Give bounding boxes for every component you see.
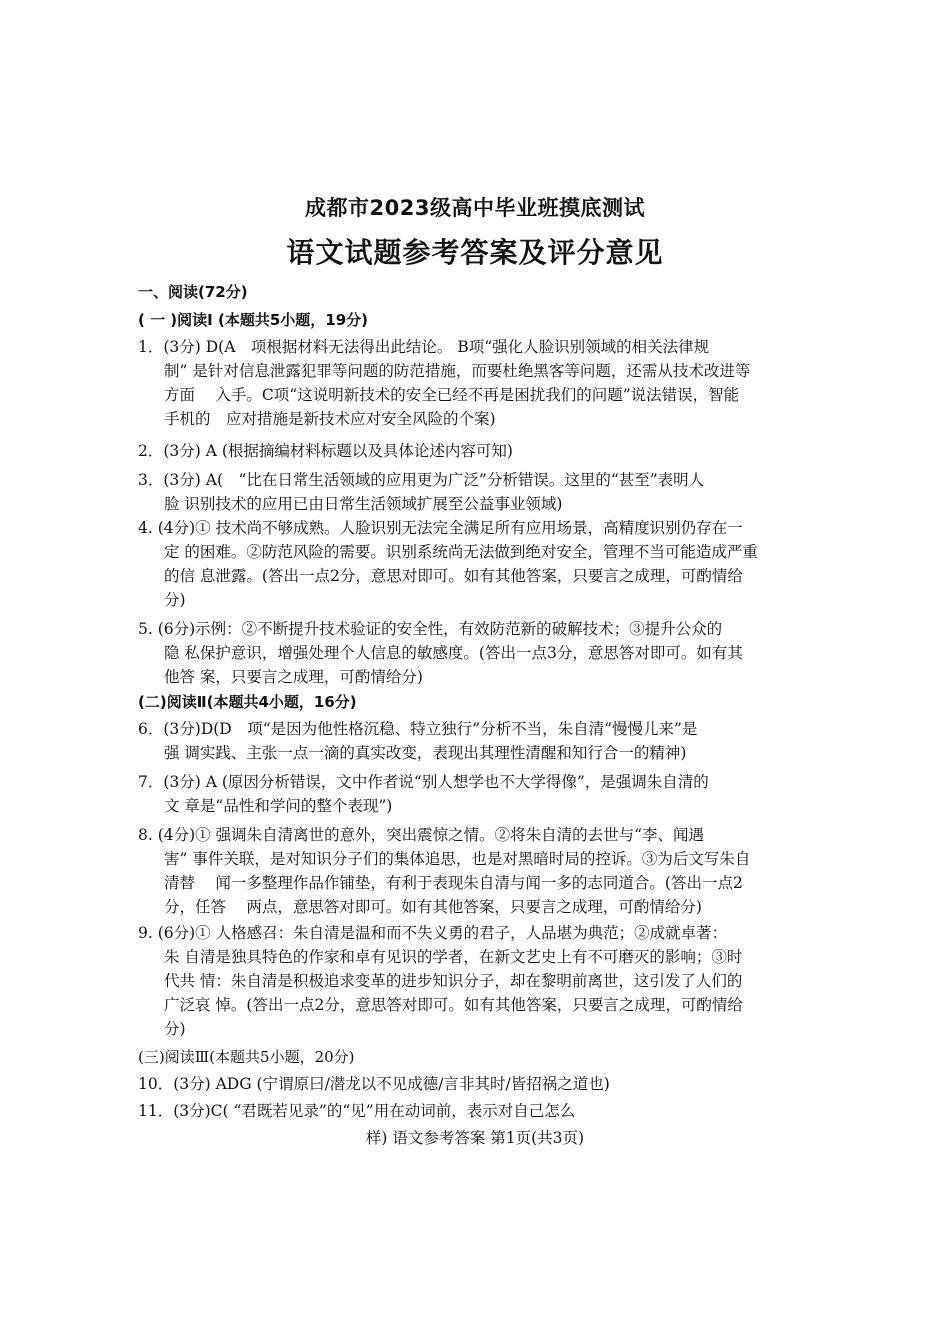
answer-line: 11．(3分)C( “君既若见录”的“见”用在动词前，表示对自己怎么 [138, 1102, 576, 1120]
subsection-heading: (二)阅读Ⅱ(本题共4小题，16分) [138, 693, 357, 711]
answer-line: 8. (4分)① 强调朱自清离世的意外，突出震惊之情。②将朱自清的去世与“李、闻遇 [138, 826, 705, 844]
answer-line: 制” 是针对信息泄露犯罪等问题的防范措施，而要杜绝黑客等问题，还需从技术改进等 [164, 362, 751, 380]
section-heading: 一、阅读(72分) [138, 283, 248, 301]
document-title-line1: 成都市2023级高中毕业班摸底测试 [305, 196, 645, 220]
subsection-heading: ( 一 )阅读Ⅰ (本题共5小题，19分) [138, 311, 368, 329]
answer-line: 方面 入手。C项“这说明新技术的安全已经不再是困扰我们的问题”说法错误，智能 [164, 386, 740, 404]
answer-line: 5. (6分)示例：②不断提升技术验证的安全性，有效防范新的破解技术；③提升公众的 [138, 620, 723, 638]
answer-line: 7．(3分) A (原因分析错误，文中作者说“别人想学也不大学得像”，是强调朱自清的 [138, 773, 709, 791]
answer-line: 脸 识别技术的应用已由日常生活领域扩展至公益事业领域) [164, 495, 563, 513]
answer-line: 害” 事件关联，是对知识分子们的集体追思，也是对黑暗时局的控诉。③为后文写朱自 [164, 850, 751, 868]
answer-line: 文 章是“品性和学问的整个表现”) [164, 797, 393, 815]
answer-line: 他答 案，只要言之成理，可酌情给分) [164, 668, 423, 686]
answer-line: 手机的 应对措施是新技术应对安全风险的个案) [164, 410, 496, 428]
answer-line: 隐 私保护意识，增强处理个人信息的敏感度。(答出一点3分，意思答对即可。如有其 [164, 644, 743, 662]
answer-line: 清替 闻一多整理作品作铺垫，有利于表现朱自清与闻一多的志同道合。(答出一点2 [164, 874, 743, 892]
answer-line: 代共 情：朱自清是积极追求变革的进步知识分子，却在黎明前离世，这引发了人们的 [164, 972, 743, 990]
answer-line: 广泛哀 悼。(答出一点2分，意思答对即可。如有其他答案，只要言之成理，可酌情给 [164, 996, 743, 1014]
answer-line: 2．(3分) A (根据摘编材料标题以及具体论述内容可知) [138, 442, 513, 460]
answer-line: 3．(3分) A( “比在日常生活领域的应用更为广泛”分析错误。这里的“甚至”表明人 [138, 471, 705, 489]
answer-line: 9. (6分)① 人格感召：朱自清是温和而不失义勇的君子，人品堪为典范；②成就卓著： [138, 924, 728, 942]
answer-line: 分，任答 两点，意思答对即可。如有其他答案，只要言之成理，可酌情给分) [164, 898, 702, 916]
document-title-line2: 语文试题参考答案及评分意见 [286, 236, 664, 269]
answer-line: 1．(3分) D(A 项根据材料无法得出此结论。 B项“强化人脸识别领域的相关法律规 [138, 338, 710, 356]
answer-line: 强 调实践、主张一点一滴的真实改变，表现出其理性清醒和知行合一的精神) [164, 744, 687, 762]
answer-line: 分) [164, 591, 186, 609]
answer-line: 4. (4分)① 技术尚不够成熟。人脸识别无法完全满足所有应用场景，高精度识别仍存在一 [138, 519, 743, 537]
answer-line: 分) [164, 1020, 186, 1038]
subsection-heading: (三)阅读Ⅲ(本题共5小题，20分) [138, 1048, 355, 1066]
answer-line: 朱 自清是独具特色的作家和卓有见识的学者，在新文艺史上有不可磨灭的影响；③时 [164, 948, 743, 966]
answer-line: 10．(3分) ADG (宁谓原曰/潜龙以不见成德/言非其时/皆招祸之道也) [138, 1075, 610, 1093]
answer-line: 6．(3分)D(D 项“是因为他性格沉稳、特立独行”分析不当，朱自清“慢慢儿来”是 [138, 720, 698, 738]
answer-line: 定 的困难。②防范风险的需要。识别系统尚无法做到绝对安全，管理不当可能造成严重 [164, 543, 758, 561]
answer-line: 的信 息泄露。(答出一点2分，意思对即可。如有其他答案，只要言之成理，可酌情给 [164, 567, 743, 585]
page-footer: 样) 语文参考答案 第1页(共3页) [365, 1129, 585, 1147]
